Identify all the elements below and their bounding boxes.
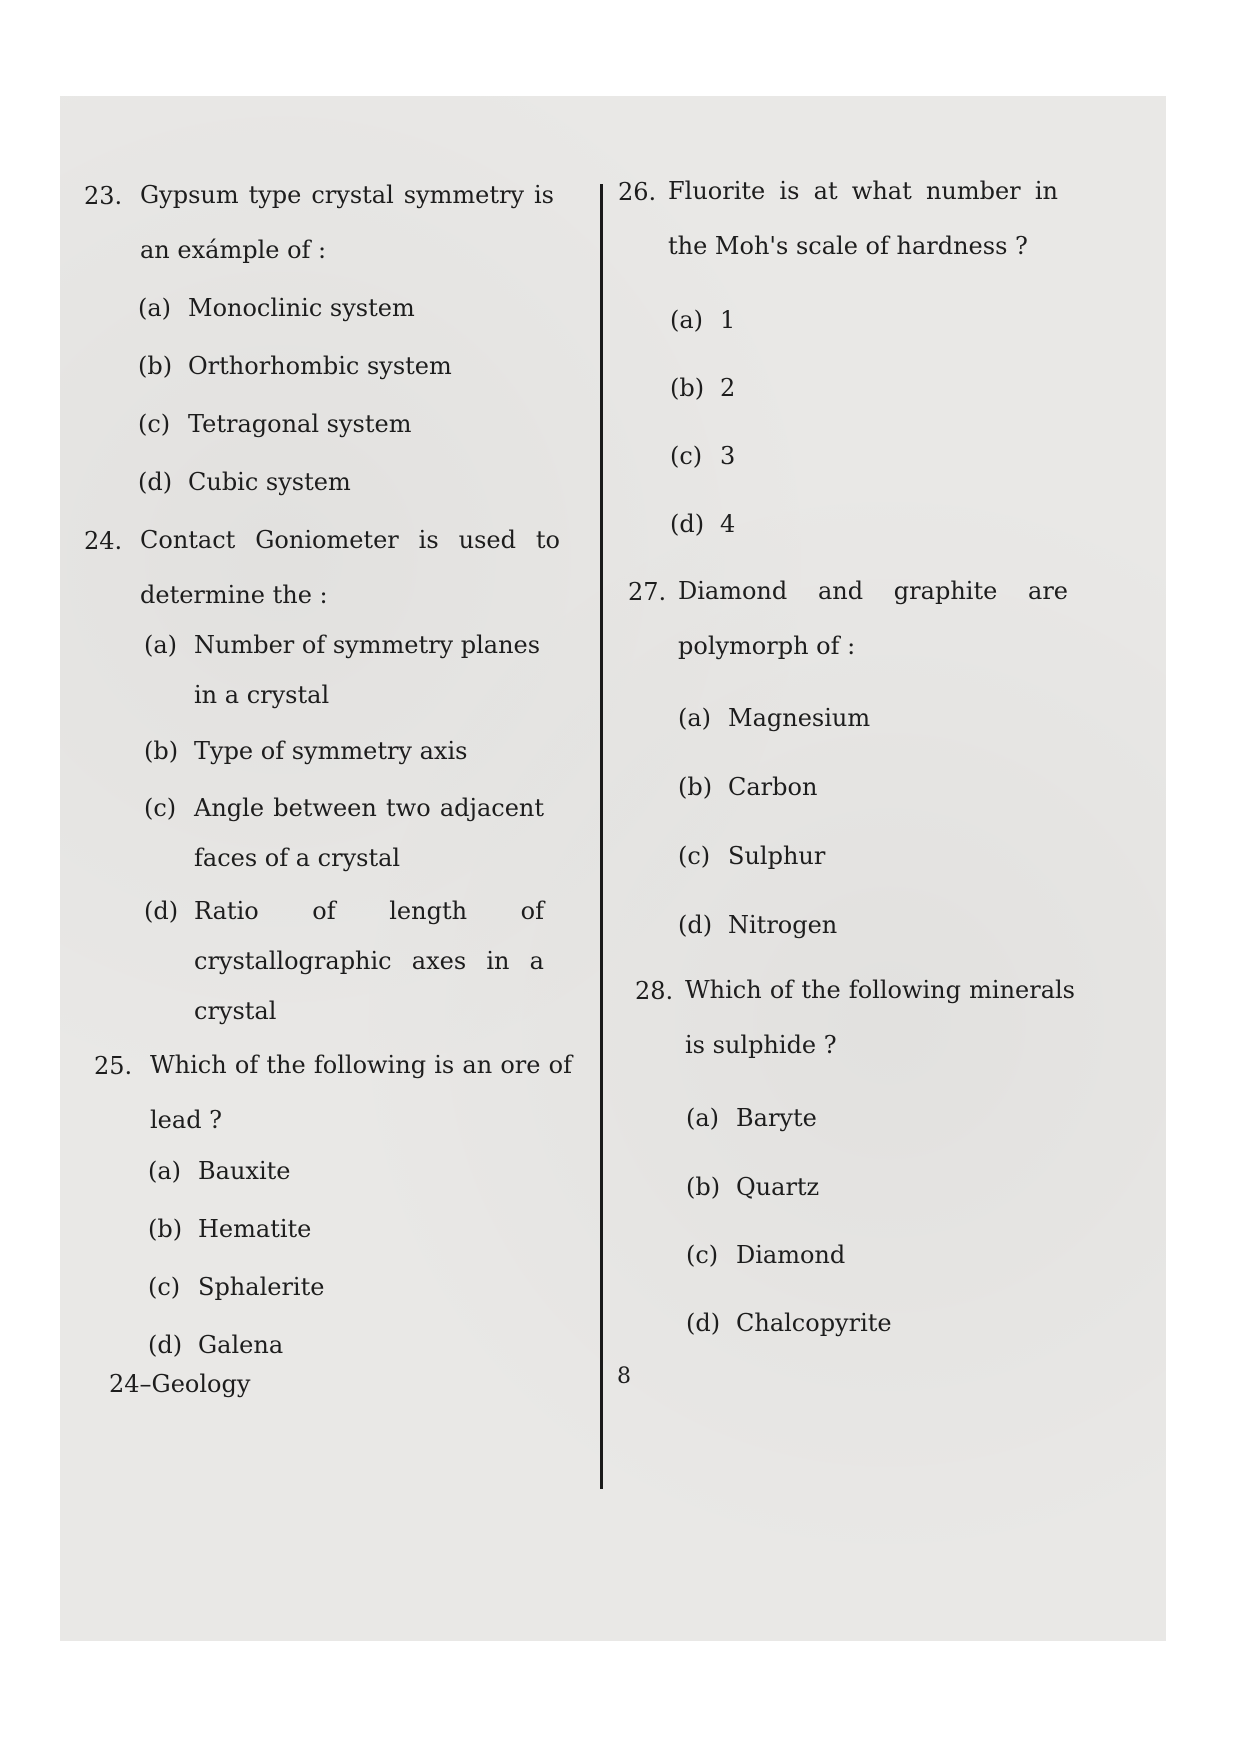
question-26-option-b[interactable] <box>670 376 735 400</box>
option-label: (c) <box>686 1241 719 1269</box>
question-24-option-d[interactable] <box>144 899 544 1036</box>
option-label: (d) <box>144 897 179 925</box>
option-label: (a) <box>678 704 712 732</box>
option-text: Chalcopyrite <box>736 1309 892 1337</box>
question-text: Which of the following is an ore of lead ? <box>150 1051 572 1134</box>
question-text: Contact Goniometer is used to determine the : <box>140 526 560 609</box>
option-label: (c) <box>148 1273 181 1301</box>
question-number: 27. <box>628 578 667 606</box>
option-text: 3 <box>720 442 736 470</box>
question-24-option-a[interactable] <box>144 633 544 720</box>
question-27 <box>628 577 1068 674</box>
question-25-option-c[interactable] <box>148 1275 324 1299</box>
option-label: (d) <box>138 468 173 496</box>
option-text: Baryte <box>736 1104 817 1132</box>
option-label: (d) <box>686 1309 721 1337</box>
exam-page <box>60 96 1166 1641</box>
option-label: (b) <box>678 773 713 801</box>
question-number: 25. <box>94 1052 133 1080</box>
option-text: Quartz <box>736 1173 820 1201</box>
option-text: Carbon <box>728 773 818 801</box>
option-label: (a) <box>144 631 178 659</box>
option-text: Type of symmetry axis <box>194 737 468 765</box>
question-26-option-a[interactable] <box>670 308 735 332</box>
question-28-option-a[interactable] <box>686 1106 817 1130</box>
option-label: (d) <box>670 510 705 538</box>
question-26-option-d[interactable] <box>670 512 735 536</box>
question-23-option-a[interactable] <box>138 296 415 320</box>
question-24 <box>84 526 560 623</box>
question-28-option-d[interactable] <box>686 1311 892 1335</box>
question-text: Fluorite is at what number in the Moh's scale of hardness ? <box>668 177 1058 260</box>
question-24-option-c[interactable] <box>144 796 544 883</box>
option-text: Monoclinic system <box>188 294 415 322</box>
question-23-option-c[interactable] <box>138 412 411 436</box>
question-28-option-c[interactable] <box>686 1243 845 1267</box>
question-26-option-c[interactable] <box>670 444 735 468</box>
option-label: (c) <box>138 410 171 438</box>
option-text: Ratio of length of crystallographic axes in a crystal <box>194 897 544 1025</box>
option-label: (b) <box>670 374 705 402</box>
option-text: Galena <box>198 1331 284 1359</box>
option-label: (b) <box>148 1215 183 1243</box>
question-26 <box>618 177 1058 274</box>
question-number: 26. <box>618 178 657 206</box>
question-23 <box>84 181 554 278</box>
option-label: (b) <box>144 737 179 765</box>
question-27-option-d[interactable] <box>678 913 837 937</box>
option-label: (b) <box>138 352 173 380</box>
question-28-option-b[interactable] <box>686 1175 819 1199</box>
option-label: (c) <box>678 842 711 870</box>
question-number: 28. <box>635 977 674 1005</box>
column-divider <box>600 184 603 1489</box>
question-number: 24. <box>84 527 123 555</box>
question-23-option-d[interactable] <box>138 470 351 494</box>
question-25-option-d[interactable] <box>148 1333 283 1357</box>
page-number: 8 <box>617 1364 631 1389</box>
option-text: Nitrogen <box>728 911 838 939</box>
option-text: Sulphur <box>728 842 826 870</box>
option-text: 4 <box>720 510 736 538</box>
question-25 <box>94 1051 572 1148</box>
option-text: Hematite <box>198 1215 312 1243</box>
question-23-option-b[interactable] <box>138 354 452 378</box>
option-text: Orthorhombic system <box>188 352 452 380</box>
question-28 <box>635 976 1075 1073</box>
option-text: Bauxite <box>198 1157 291 1185</box>
paper-code: 24–Geology <box>109 1370 251 1398</box>
question-24-option-b[interactable] <box>144 739 467 763</box>
question-27-option-a[interactable] <box>678 706 870 730</box>
option-label: (a) <box>670 306 704 334</box>
option-text: Cubic system <box>188 468 351 496</box>
question-number: 23. <box>84 182 123 210</box>
option-text: Angle between two adjacent faces of a crystal <box>194 794 544 872</box>
option-text: Number of symmetry planes in a crystal <box>194 631 541 709</box>
question-27-option-c[interactable] <box>678 844 825 868</box>
option-text: Tetragonal system <box>188 410 412 438</box>
question-text: Which of the following minerals is sulphide ? <box>685 976 1075 1059</box>
option-label: (a) <box>148 1157 182 1185</box>
option-label: (c) <box>670 442 703 470</box>
option-text: Sphalerite <box>198 1273 325 1301</box>
question-25-option-a[interactable] <box>148 1159 290 1183</box>
option-label: (d) <box>148 1331 183 1359</box>
option-label: (a) <box>686 1104 720 1132</box>
option-label: (d) <box>678 911 713 939</box>
option-text: Diamond <box>736 1241 846 1269</box>
option-text: Magnesium <box>728 704 871 732</box>
option-label: (c) <box>144 794 177 822</box>
question-text: Gypsum type crystal symmetry is an exámple of : <box>140 181 554 264</box>
option-text: 2 <box>720 374 736 402</box>
option-label: (b) <box>686 1173 721 1201</box>
question-text: Diamond and graphite are polymorph of : <box>678 577 1068 660</box>
option-label: (a) <box>138 294 172 322</box>
question-27-option-b[interactable] <box>678 775 817 799</box>
question-25-option-b[interactable] <box>148 1217 311 1241</box>
option-text: 1 <box>720 306 736 334</box>
